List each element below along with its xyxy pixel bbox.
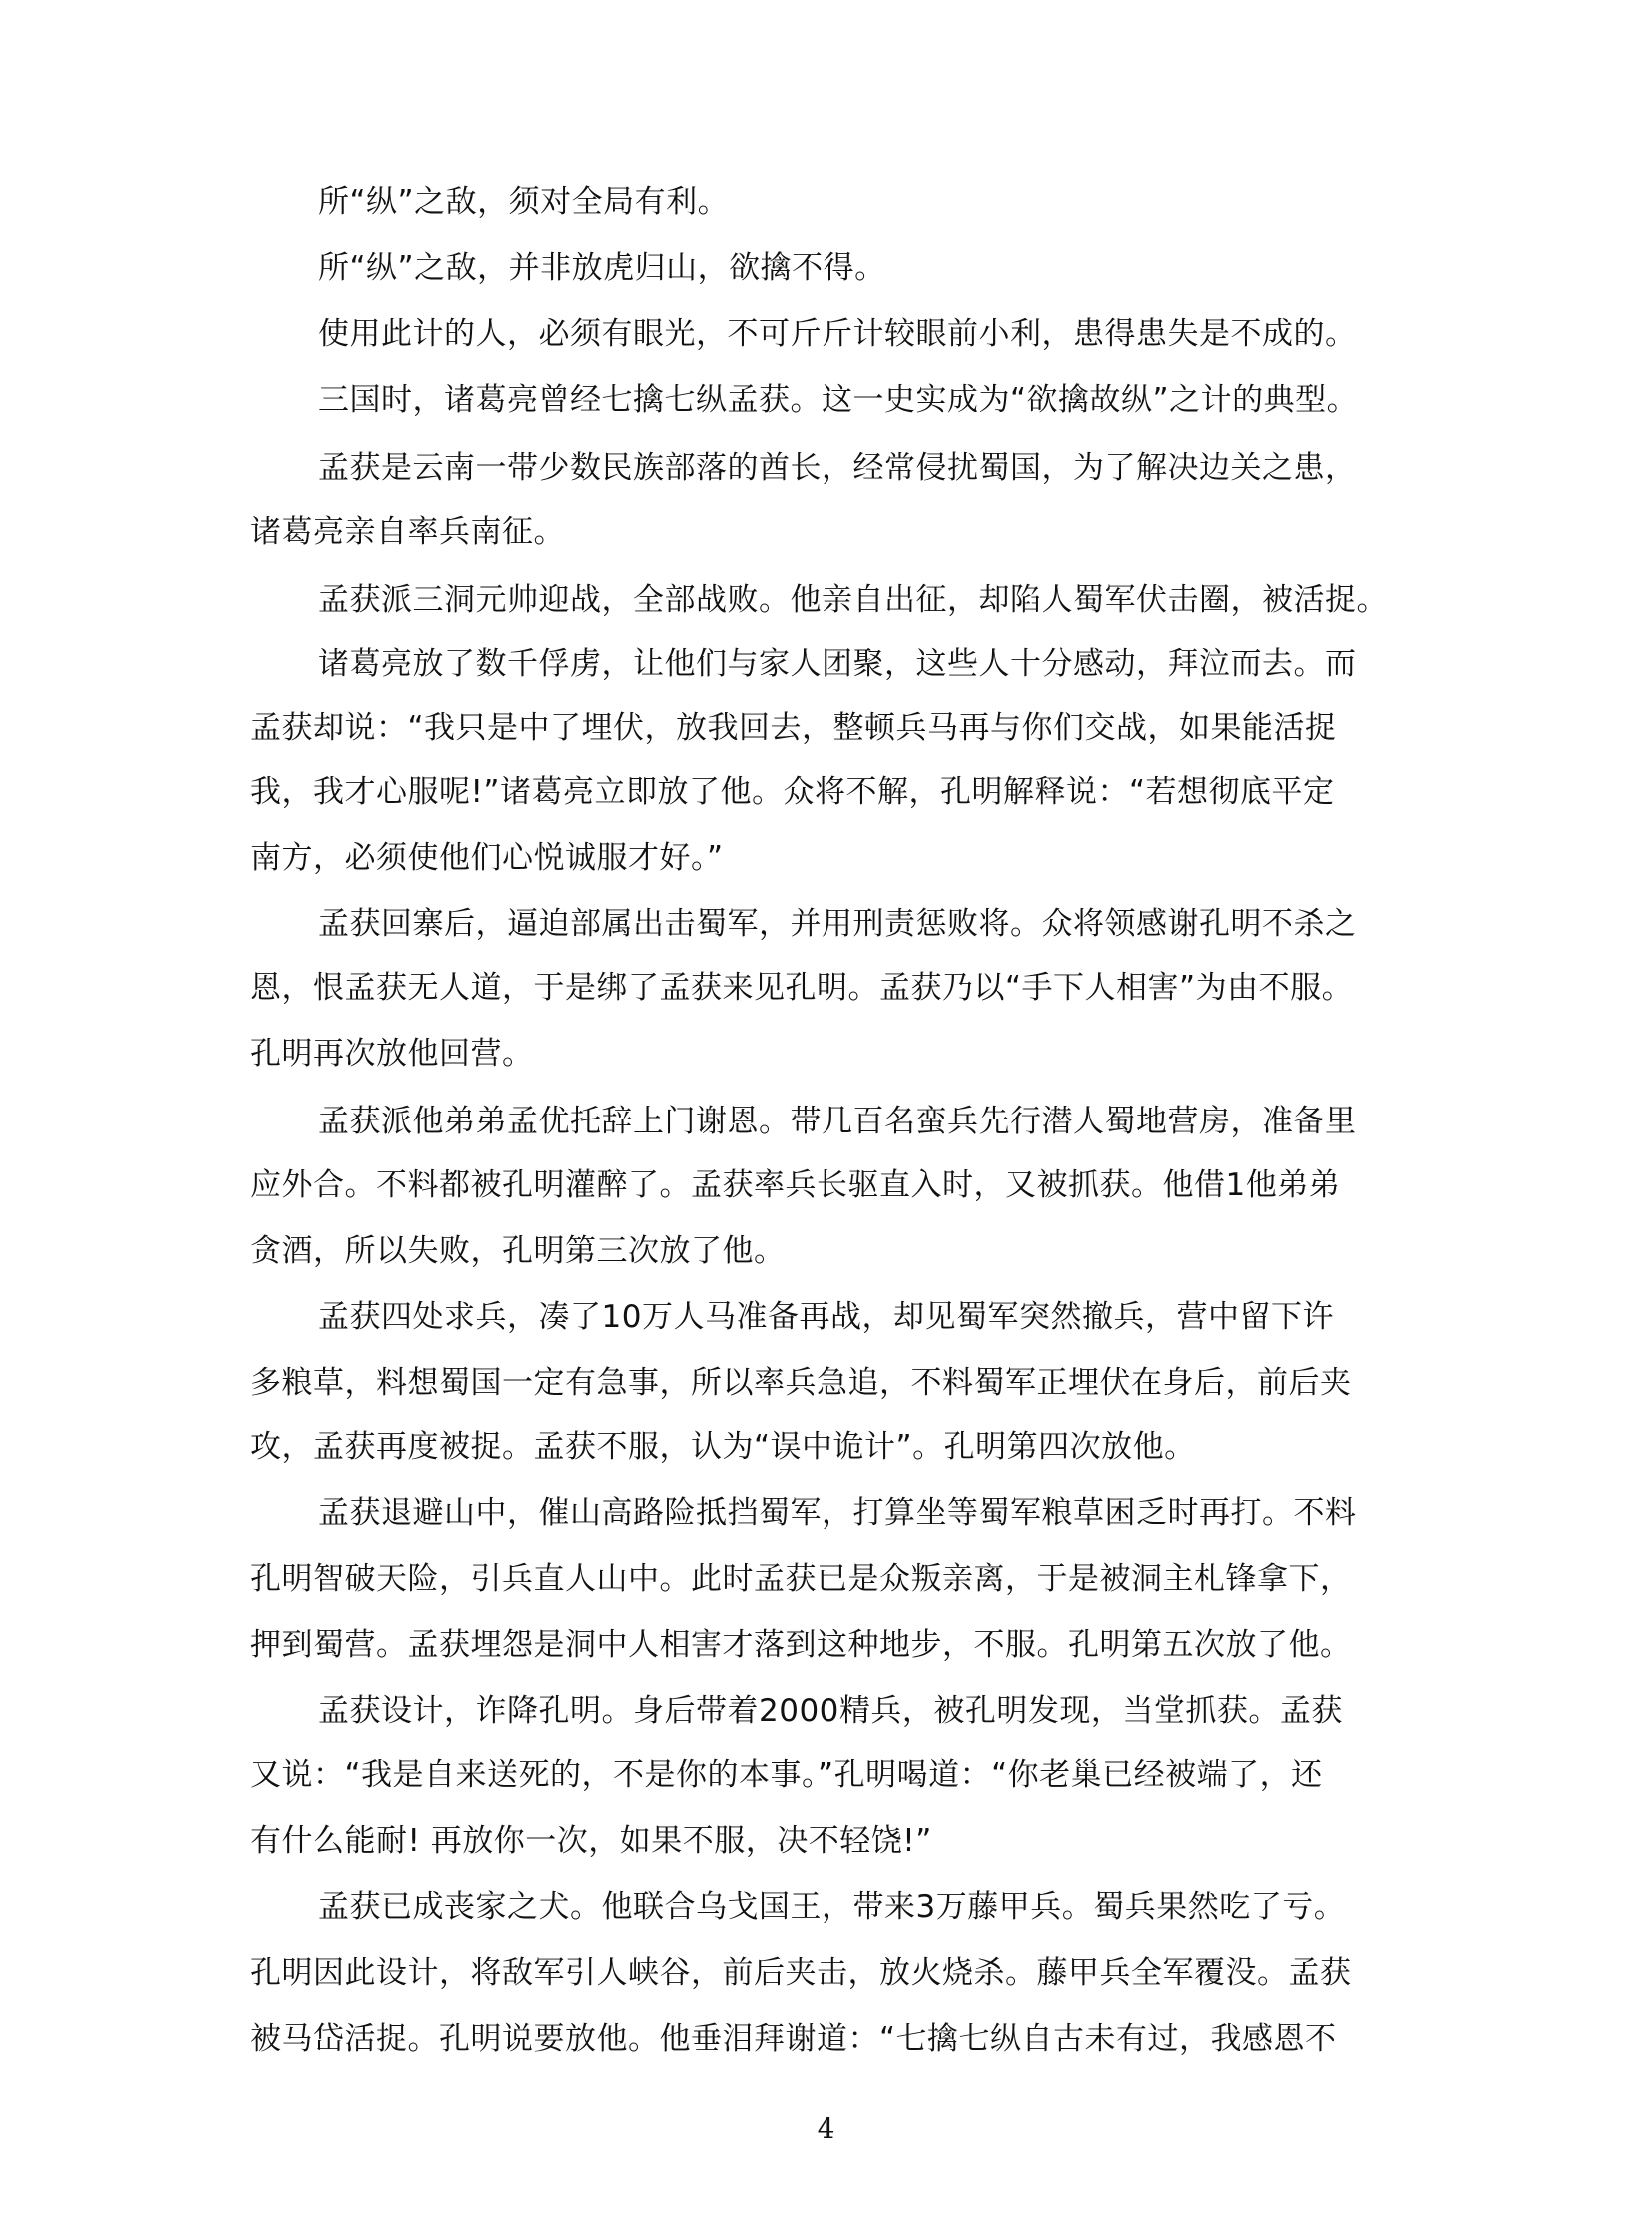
page-number: 4 — [817, 2112, 835, 2145]
text-line: 孟获回寨后，逼迫部属出击蜀军，并用刑责惩败将。众将领感谢孔明不杀之 — [318, 906, 1357, 942]
text-line: 孟获是云南一带少数民族部落的酋长，经常侵扰蜀国，为了解决边关之患， — [318, 450, 1357, 486]
text-line: 孟获却说：“我只是中了埋伏，放我回去，整顿兵马再与你们交战，如果能活捉 — [250, 710, 1337, 746]
text-line: 使用此计的人，必须有眼光，不可斤斤计较眼前小利，患得患失是不成的。 — [318, 316, 1357, 352]
text-line: 孟获派他弟弟孟优托辞上门谢恩。带几百名蛮兵先行潜人蜀地营房，准备里 — [318, 1104, 1357, 1139]
text-line: 攻，孟获再度被捉。孟获不服，认为“误中诡计”。孔明第四次放他。 — [250, 1429, 1196, 1465]
text-line: 贪酒，所以失败，孔明第三次放了他。 — [250, 1233, 786, 1269]
text-line: 所“纵”之敌，须对全局有利。 — [318, 184, 730, 220]
text-line: 三国时，诸葛亮曾经七擒七纵孟获。这一史实成为“欲擒故纵”之计的典型。 — [318, 382, 1359, 418]
text-line: 孔明再次放他回营。 — [250, 1036, 534, 1072]
text-line: 我，我才心服呢!”诸葛亮立即放了他。众将不解，孔明解释说：“若想彻底平定 — [250, 774, 1335, 810]
text-line: 孟获已成丧家之犬。他联合乌戈国王，带来3万藤甲兵。蜀兵果然吃了亏。 — [318, 1889, 1346, 1925]
text-line: 又说：“我是自来送死的，不是你的本事。”孔明喝道：“你老巢已经被端了，还 — [250, 1757, 1323, 1793]
text-line: 恩，恨孟获无人道，于是绑了孟获来见孔明。孟获乃以“手下人相害”为由不服。 — [250, 970, 1354, 1006]
text-line: 孔明因此设计，将敌军引人峡谷，前后夹击，放火烧杀。藤甲兵全军覆没。孟获 — [250, 1955, 1352, 1991]
text-line: 押到蜀营。孟获埋怨是洞中人相害才落到这种地步，不服。孔明第五次放了他。 — [250, 1627, 1352, 1663]
text-line: 应外合。不料都被孔明灌醉了。孟获率兵长驱直入时，又被抓获。他借1他弟弟 — [250, 1167, 1341, 1203]
text-line: 诸葛亮放了数千俘虏，让他们与家人团聚，这些人十分感动，拜泣而去。而 — [318, 646, 1357, 682]
text-line: 诸葛亮亲自率兵南征。 — [250, 514, 565, 550]
text-line: 孟获四处求兵，凑了10万人马准备再战，却见蜀军突然撤兵，营中留下许 — [318, 1299, 1334, 1335]
text-line: 孟获退避山中，催山高路险抵挡蜀军，打算坐等蜀军粮草困乏时再打。不料 — [318, 1495, 1357, 1531]
text-line: 孔明智破天险，引兵直人山中。此时孟获已是众叛亲离，于是被洞主札锋拿下， — [250, 1561, 1352, 1597]
text-line: 南方，必须使他们心悦诚服才好。” — [250, 840, 724, 876]
text-line: 有什么能耐! 再放你一次，如果不服，决不轻饶!” — [250, 1823, 932, 1859]
text-line: 孟获设计，诈降孔明。身后带着2000精兵，被孔明发现，当堂抓获。孟获 — [318, 1693, 1343, 1729]
text-line: 孟获派三洞元帅迎战，全部战败。他亲自出征，却陷人蜀军伏击圈，被活捉。 — [318, 582, 1388, 618]
text-line: 被马岱活捉。孔明说要放他。他垂泪拜谢道：“七擒七纵自古未有过，我感恩不 — [250, 2021, 1337, 2057]
text-line: 所“纵”之敌，并非放虎归山，欲擒不得。 — [318, 250, 886, 286]
text-line: 多粮草，料想蜀国一定有急事，所以率兵急追，不料蜀军正埋伏在身后，前后夹 — [250, 1365, 1352, 1401]
